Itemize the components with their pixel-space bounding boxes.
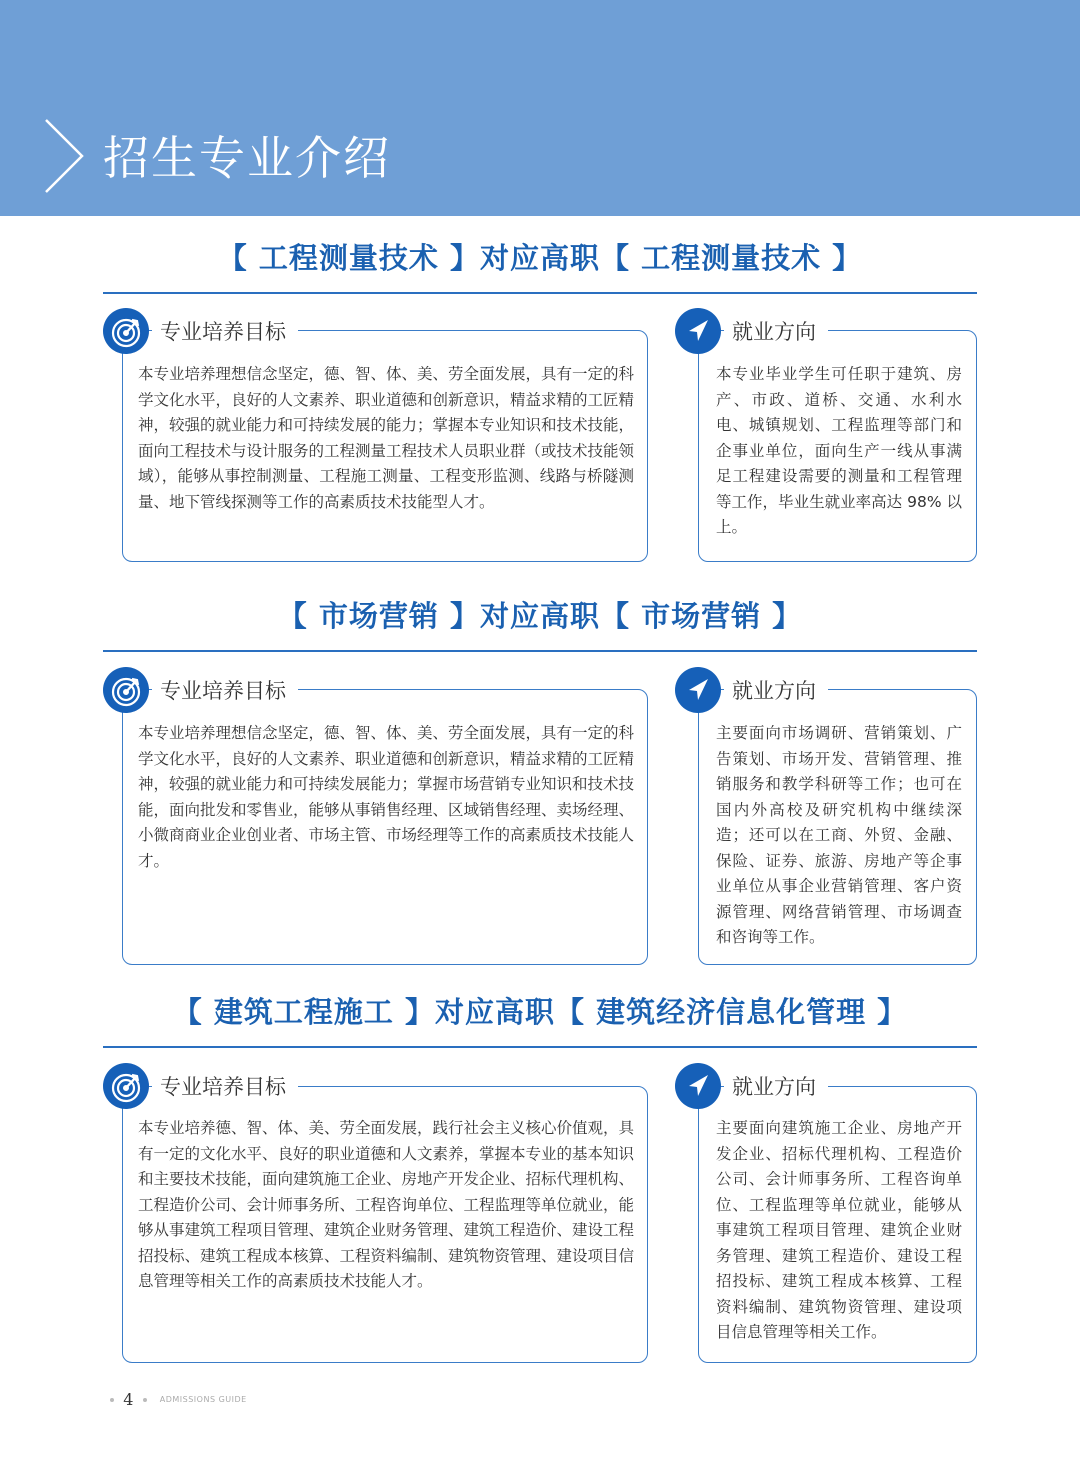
goal-label: 专业培养目标 bbox=[152, 676, 298, 706]
major-section bbox=[0, 992, 1080, 1364]
job-label: 就业方向 bbox=[724, 676, 828, 706]
goal-text: 本专业培养理想信念坚定，德、智、体、美、劳全面发展，具有一定的科学文化水平，良好的人文素养、职业道德和创新意识，精益求精的工匠精神，较强的就业能力和可持续发展能力；掌握市场营销专业知识和技术技能，面向批发和零售业，能够从事销售经理、区域销售经理、卖场经理、小微商商业企业创业者、市场主管、市场经理等工作的高素质技术技能人才。 bbox=[138, 724, 635, 870]
section-title: 【 市场营销 】对应高职【 市场营销 】 bbox=[277, 599, 803, 633]
major-section bbox=[0, 238, 1080, 568]
chevron-right-icon bbox=[40, 116, 88, 196]
job-label: 就业方向 bbox=[724, 1072, 828, 1102]
goal-text: 本专业培养德、智、体、美、劳全面发展，践行社会主义核心价值观，具有一定的文化水平、良好的职业道德和人文素养，掌握本专业的基本知识和主要技术技能，面向建筑施工企业、房地产开发企业、招标代理机构、工程造价公司、会计师事务所、工程咨询单位、工程监理等单位就业，能够从事建筑工程项目管理、建筑企业财务管理、建筑工程造价、建设工程招投标、建筑工程成本核算、工程资料编制、建筑物资管理、建设项目信息管理等相关工作的高素质技术技能人才。 bbox=[138, 1119, 635, 1290]
footer-label: ADMISSIONS GUIDE bbox=[159, 1395, 247, 1404]
target-icon bbox=[103, 667, 149, 713]
target-icon bbox=[103, 308, 149, 354]
footer-dot bbox=[110, 1398, 114, 1402]
section-divider bbox=[103, 650, 977, 652]
job-text: 主要面向建筑施工企业、房地产开发企业、招标代理机构、工程造价公司、会计师事务所、工程咨询单位、工程监理等单位就业，能够从事建筑工程项目管理、建筑企业财务管理、建筑工程造价、建设工程招投标、建筑工程成本核算、工程资料编制、建筑物资管理、建设项目信息管理等相关工作。 bbox=[716, 1119, 962, 1341]
target-icon bbox=[103, 1063, 149, 1109]
paper-plane-icon bbox=[675, 308, 721, 354]
goal-text: 本专业培养理想信念坚定，德、智、体、美、劳全面发展，具有一定的科学文化水平，良好的人文素养、职业道德和创新意识，精益求精的工匠精神，较强的就业能力和可持续发展的能力；掌握本专业知识和技术技能，面向工程技术与设计服务的工程测量工程技术人员职业群（或技术技能领域），能够从事控制测量、工程施工测量、工程变形监测、线路与桥隧测量、地下管线探测等工作的高素质技术技能型人才。 bbox=[138, 365, 635, 511]
page-footer bbox=[110, 1390, 247, 1410]
section-divider bbox=[103, 1046, 977, 1048]
job-label: 就业方向 bbox=[724, 317, 828, 347]
page-number: 4 bbox=[123, 1390, 134, 1409]
goal-label: 专业培养目标 bbox=[152, 1072, 298, 1102]
major-section bbox=[0, 596, 1080, 968]
paper-plane-icon bbox=[675, 667, 721, 713]
job-text: 主要面向市场调研、营销策划、广告策划、市场开发、营销管理、推销服务和教学科研等工作；也可在国内外高校及研究机构中继续深造；还可以在工商、外贸、金融、保险、证券、旅游、房地产等企事业单位从事企业营销管理、客户资源管理、网络营销管理、市场调查和咨询等工作。 bbox=[716, 724, 962, 946]
paper-plane-icon bbox=[675, 1063, 721, 1109]
job-text: 本专业毕业学生可任职于建筑、房产、市政、道桥、交通、水利水电、城镇规划、工程监理等部门和企事业单位，面向生产一线从事满足工程建设需要的测量和工程管理等工作，毕业生就业率高达 98% 以上。 bbox=[716, 365, 962, 536]
goal-label: 专业培养目标 bbox=[152, 317, 298, 347]
section-title: 【 建筑工程施工 】对应高职【 建筑经济信息化管理 】 bbox=[172, 995, 908, 1029]
section-title: 【 工程测量技术 】对应高职【 工程测量技术 】 bbox=[217, 241, 863, 275]
page-title: 招生专业介绍 bbox=[103, 131, 391, 185]
section-divider bbox=[103, 292, 977, 294]
footer-dot bbox=[143, 1398, 147, 1402]
page-header bbox=[0, 0, 1080, 216]
